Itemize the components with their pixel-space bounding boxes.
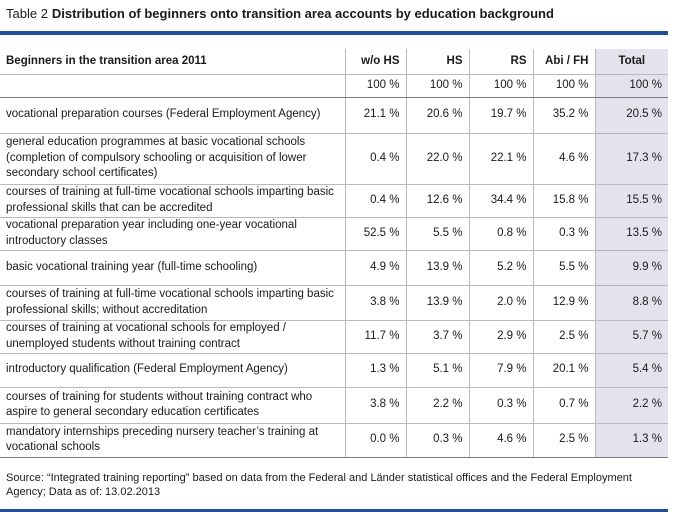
header-label: Beginners in the transition area 2011 bbox=[0, 49, 345, 74]
value-cell: 2.5 % bbox=[533, 423, 595, 457]
row-label: general education programmes at basic vocational schools (completion of compulsory schooling or acquisition of lower secondary school certificates) bbox=[0, 133, 345, 184]
table-number: Table 2 bbox=[6, 6, 48, 21]
value-cell: 2.0 % bbox=[469, 285, 533, 320]
total-cell: 20.5 % bbox=[595, 97, 668, 133]
value-cell: 4.9 % bbox=[345, 250, 406, 285]
value-cell: 7.9 % bbox=[469, 353, 533, 387]
value-cell: 12.6 % bbox=[406, 184, 469, 217]
value-cell: 34.4 % bbox=[469, 184, 533, 217]
percent-cell: 100 % bbox=[469, 74, 533, 97]
value-cell: 0.0 % bbox=[345, 423, 406, 457]
total-cell: 15.5 % bbox=[595, 184, 668, 217]
percent-cell-total: 100 % bbox=[595, 74, 668, 97]
value-cell: 20.6 % bbox=[406, 97, 469, 133]
row-label: basic vocational training year (full-time schooling) bbox=[0, 250, 345, 285]
value-cell: 5.5 % bbox=[406, 217, 469, 250]
header-without-hs: w/o HS bbox=[345, 49, 406, 74]
total-cell: 9.9 % bbox=[595, 250, 668, 285]
table-title: Distribution of beginners onto transition area accounts by education background bbox=[51, 6, 554, 21]
value-cell: 0.7 % bbox=[533, 387, 595, 423]
table-caption bbox=[6, 6, 554, 21]
value-cell: 3.8 % bbox=[345, 285, 406, 320]
table-row bbox=[0, 285, 668, 320]
table-row bbox=[0, 387, 668, 423]
value-cell: 2.5 % bbox=[533, 320, 595, 353]
value-cell: 52.5 % bbox=[345, 217, 406, 250]
row-label: courses of training at full-time vocational schools imparting basic professional skills that can be accredited bbox=[0, 184, 345, 217]
value-cell: 22.0 % bbox=[406, 133, 469, 184]
value-cell: 19.7 % bbox=[469, 97, 533, 133]
row-label: introductory qualification (Federal Employment Agency) bbox=[0, 353, 345, 387]
header-rs: RS bbox=[469, 49, 533, 74]
row-label: mandatory internships preceding nursery teacher’s training at vocational schools bbox=[0, 423, 345, 457]
distribution-table bbox=[0, 49, 668, 458]
value-cell: 12.9 % bbox=[533, 285, 595, 320]
total-cell: 2.2 % bbox=[595, 387, 668, 423]
total-cell: 5.7 % bbox=[595, 320, 668, 353]
total-cell: 1.3 % bbox=[595, 423, 668, 457]
table-row bbox=[0, 184, 668, 217]
header-abi-fh: Abi / FH bbox=[533, 49, 595, 74]
percent-cell: 100 % bbox=[533, 74, 595, 97]
value-cell: 20.1 % bbox=[533, 353, 595, 387]
row-label: vocational preparation year including one-year vocational introductory classes bbox=[0, 217, 345, 250]
value-cell: 3.8 % bbox=[345, 387, 406, 423]
value-cell: 35.2 % bbox=[533, 97, 595, 133]
row-label: vocational preparation courses (Federal Employment Agency) bbox=[0, 97, 345, 133]
bottom-rule bbox=[0, 509, 668, 512]
total-cell: 8.8 % bbox=[595, 285, 668, 320]
value-cell: 0.8 % bbox=[469, 217, 533, 250]
value-cell: 11.7 % bbox=[345, 320, 406, 353]
value-cell: 21.1 % bbox=[345, 97, 406, 133]
value-cell: 4.6 % bbox=[533, 133, 595, 184]
value-cell: 0.3 % bbox=[406, 423, 469, 457]
value-cell: 15.8 % bbox=[533, 184, 595, 217]
table-row bbox=[0, 250, 668, 285]
value-cell: 5.1 % bbox=[406, 353, 469, 387]
total-cell: 13.5 % bbox=[595, 217, 668, 250]
table-row bbox=[0, 217, 668, 250]
value-cell: 0.4 % bbox=[345, 133, 406, 184]
header-total: Total bbox=[595, 49, 668, 74]
percent-cell: 100 % bbox=[345, 74, 406, 97]
value-cell: 0.4 % bbox=[345, 184, 406, 217]
value-cell: 22.1 % bbox=[469, 133, 533, 184]
table-row bbox=[0, 133, 668, 184]
value-cell: 3.7 % bbox=[406, 320, 469, 353]
value-cell: 13.9 % bbox=[406, 250, 469, 285]
header-row bbox=[0, 49, 668, 74]
table-row bbox=[0, 423, 668, 457]
row-label: courses of training at full-time vocational schools imparting basic professional skills; without accreditation bbox=[0, 285, 345, 320]
source-note: Source: “Integrated training reporting” based on data from the Federal and Länder statistical offices and the Federal Employment Agency; Data as of: 13.02.2013 bbox=[6, 472, 632, 498]
value-cell: 2.2 % bbox=[406, 387, 469, 423]
percent-row bbox=[0, 74, 668, 97]
row-label: courses of training for students without training contract who aspire to general secondary education certificates bbox=[0, 387, 345, 423]
row-label: courses of training at vocational schools for employed / unemployed students without training contract bbox=[0, 320, 345, 353]
percent-cell: 100 % bbox=[406, 74, 469, 97]
value-cell: 13.9 % bbox=[406, 285, 469, 320]
value-cell: 4.6 % bbox=[469, 423, 533, 457]
total-cell: 17.3 % bbox=[595, 133, 668, 184]
value-cell: 2.9 % bbox=[469, 320, 533, 353]
value-cell: 0.3 % bbox=[533, 217, 595, 250]
table-row bbox=[0, 97, 668, 133]
table-row bbox=[0, 353, 668, 387]
table-row bbox=[0, 320, 668, 353]
value-cell: 0.3 % bbox=[469, 387, 533, 423]
value-cell: 5.2 % bbox=[469, 250, 533, 285]
value-cell: 5.5 % bbox=[533, 250, 595, 285]
total-cell: 5.4 % bbox=[595, 353, 668, 387]
header-hs: HS bbox=[406, 49, 469, 74]
value-cell: 1.3 % bbox=[345, 353, 406, 387]
top-rule bbox=[0, 31, 668, 35]
